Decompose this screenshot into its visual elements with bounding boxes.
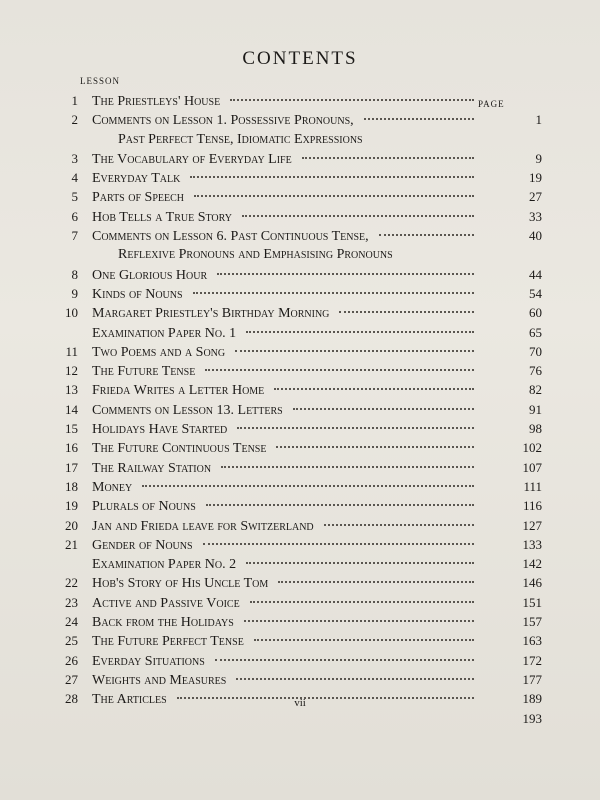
lesson-title: Weights and Measures: [92, 672, 227, 688]
page-number: 177: [522, 671, 542, 687]
page-number: 116: [522, 498, 542, 514]
lesson-number: 25: [65, 633, 78, 649]
dot-leader: [276, 446, 474, 448]
contents-entry: [0, 110, 600, 129]
lesson-title: Everday Situations: [92, 653, 205, 669]
contents-entry: [0, 554, 600, 573]
dot-leader: [244, 620, 474, 622]
lesson-number: 5: [71, 189, 78, 205]
contents-entry: [0, 187, 600, 206]
dot-leader: [205, 369, 474, 371]
page-number: 40: [529, 228, 542, 244]
lesson-number: 9: [71, 285, 78, 301]
lesson-title: Everyday Talk: [92, 171, 181, 187]
page-number: 146: [522, 575, 542, 591]
page-number: 127: [522, 517, 542, 533]
lesson-number: 27: [65, 671, 78, 687]
dot-leader: [379, 234, 474, 236]
dot-leader: [278, 581, 474, 583]
page-number: 172: [522, 652, 542, 668]
contents-entry: [0, 612, 600, 631]
lesson-number: 19: [65, 498, 78, 514]
lesson-number: 13: [65, 382, 78, 398]
lesson-number: 6: [71, 208, 78, 224]
lesson-title: Holidays Have Started: [92, 422, 228, 438]
dot-leader: [236, 678, 474, 680]
contents-entry: [0, 400, 600, 419]
contents-entry: [0, 149, 600, 168]
dot-leader: [203, 543, 474, 545]
page-number: 107: [522, 459, 542, 475]
lesson-title: Parts of Speech: [92, 190, 184, 206]
page-number: 133: [522, 536, 542, 552]
page-number: 91: [529, 401, 542, 417]
contents-entry: [0, 651, 600, 670]
lesson-number: 3: [71, 150, 78, 166]
contents-entry: [0, 709, 600, 728]
page-number: 157: [522, 614, 542, 630]
lesson-title: Examination Paper No. 2: [92, 557, 237, 573]
lesson-title: One Glorious Hour: [92, 267, 208, 283]
page-number: 33: [529, 208, 542, 224]
page-number: 82: [529, 382, 542, 398]
lesson-title: The Railway Station: [92, 460, 212, 476]
page-title: CONTENTS: [242, 48, 358, 69]
lesson-title: Comments on Lesson 6. Past Continuous Tense,: [92, 229, 369, 245]
dot-leader: [254, 639, 474, 641]
lesson-title: Jan and Frieda leave for Switzerland: [92, 518, 314, 534]
contents-entry: [0, 477, 600, 496]
page-number: 19: [529, 170, 542, 186]
lesson-number: 14: [65, 401, 78, 417]
contents-entry: [0, 303, 600, 322]
page-number: 111: [523, 478, 542, 494]
lesson-title: Examination Paper No. 1: [92, 325, 237, 341]
lesson-number: 10: [65, 305, 78, 321]
lesson-title: Active and Passive Voice: [92, 595, 240, 611]
page-number: 70: [529, 343, 542, 359]
lesson-number: 2: [71, 112, 78, 128]
contents-entry: [0, 593, 600, 612]
lesson-number: 15: [65, 421, 78, 437]
lesson-column-header: LESSON: [80, 76, 121, 86]
contents-entry: [0, 168, 600, 187]
lesson-number: 28: [65, 691, 78, 707]
page-number: 9: [535, 150, 542, 166]
contents-entry: [0, 458, 600, 477]
page-number: 44: [529, 266, 542, 282]
lesson-title: The Vocabulary of Everyday Life: [92, 151, 292, 167]
dot-leader: [215, 659, 474, 661]
lesson-title: Comments on Lesson 13. Letters: [92, 402, 283, 418]
lesson-title: Margaret Priestley's Birthday Morning: [92, 306, 330, 322]
page-number: 27: [529, 189, 542, 205]
contents-entry: [0, 284, 600, 303]
page-number: 151: [522, 594, 542, 610]
contents-entry: [0, 573, 600, 592]
dot-leader: [237, 427, 474, 429]
lesson-title: Plurals of Nouns: [92, 499, 196, 515]
lesson-title: Past Perfect Tense, Idiomatic Expressions: [118, 131, 363, 147]
lesson-number: 20: [65, 517, 78, 533]
dot-leader: [324, 524, 474, 526]
page-number: 65: [529, 324, 542, 340]
page-number: 54: [529, 285, 542, 301]
lesson-number: 17: [65, 459, 78, 475]
lesson-title: Back from the Holidays: [92, 615, 234, 631]
lesson-title: Comments on Lesson 1. Possessive Pronouns,: [92, 113, 354, 129]
page-number: 193: [522, 710, 542, 726]
page-number: 163: [522, 633, 542, 649]
dot-leader: [246, 562, 474, 564]
dot-leader: [364, 118, 474, 120]
page-number: 76: [529, 363, 542, 379]
lesson-title: Reflexive Pronouns and Emphasising Pronouns: [118, 247, 393, 263]
contents-entry: [0, 516, 600, 535]
page-number: 189: [522, 691, 542, 707]
dot-leader: [302, 157, 474, 159]
lesson-number: 18: [65, 478, 78, 494]
page-number: 102: [522, 440, 542, 456]
page-number: 1: [535, 112, 542, 128]
lesson-number: 26: [65, 652, 78, 668]
lesson-title: The Articles: [92, 692, 167, 708]
contents-entry: [0, 631, 600, 650]
dot-leader: [293, 408, 474, 410]
lesson-title: The Future Perfect Tense: [92, 634, 244, 650]
contents-entry: [0, 380, 600, 399]
contents-entry: [0, 226, 600, 245]
lesson-number: 12: [65, 363, 78, 379]
dot-leader: [274, 388, 474, 390]
dot-leader: [339, 311, 474, 313]
dot-leader: [230, 99, 474, 101]
contents-entry: [0, 670, 600, 689]
lesson-title: The Future Tense: [92, 364, 196, 380]
contents-entry: [0, 265, 600, 284]
lesson-number: 11: [65, 343, 78, 359]
dot-leader: [221, 466, 474, 468]
page-number-footer: vii: [294, 697, 306, 709]
dot-leader: [217, 273, 474, 275]
contents-entry: [0, 323, 600, 342]
page-number: 142: [522, 556, 542, 572]
dot-leader: [142, 485, 474, 487]
lesson-number: 22: [65, 575, 78, 591]
contents-entry: [0, 130, 600, 149]
dot-leader: [235, 350, 474, 352]
dot-leader: [206, 504, 474, 506]
dot-leader: [190, 176, 474, 178]
lesson-title: Hob's Story of His Uncle Tom: [92, 576, 269, 592]
lesson-title: Kinds of Nouns: [92, 286, 183, 302]
page-column-header: PAGE: [478, 99, 505, 109]
contents-list: [0, 91, 600, 728]
lesson-title: Frieda Writes a Letter Home: [92, 383, 265, 399]
lesson-number: 24: [65, 614, 78, 630]
lesson-title: Two Poems and a Song: [92, 344, 226, 360]
lesson-title: The Priestleys' House: [92, 94, 221, 109]
contents-entry: [0, 438, 600, 457]
lesson-title: Hob Tells a True Story: [92, 209, 232, 225]
dot-leader: [246, 331, 474, 333]
lesson-number: 8: [71, 266, 78, 282]
lesson-title: Gender of Nouns: [92, 537, 193, 553]
lesson-number: 21: [65, 536, 78, 552]
lesson-number: 4: [71, 170, 78, 186]
lesson-number: 7: [71, 228, 78, 244]
contents-entry: [0, 535, 600, 554]
contents-entry: [0, 342, 600, 361]
contents-entry: [0, 91, 600, 110]
page-number: 60: [529, 305, 542, 321]
contents-entry: [0, 245, 600, 264]
lesson-title: The Future Continuous Tense: [92, 441, 267, 457]
page-number: 98: [529, 421, 542, 437]
dot-leader: [242, 215, 474, 217]
contents-entry: [0, 361, 600, 380]
contents-entry: [0, 419, 600, 438]
lesson-number: 1: [71, 93, 78, 108]
dot-leader: [193, 292, 474, 294]
dot-leader: [250, 601, 474, 603]
lesson-number: 16: [65, 440, 78, 456]
dot-leader: [194, 195, 474, 197]
contents-entry: [0, 207, 600, 226]
contents-entry: [0, 496, 600, 515]
lesson-number: 23: [65, 594, 78, 610]
lesson-title: Money: [92, 479, 133, 495]
